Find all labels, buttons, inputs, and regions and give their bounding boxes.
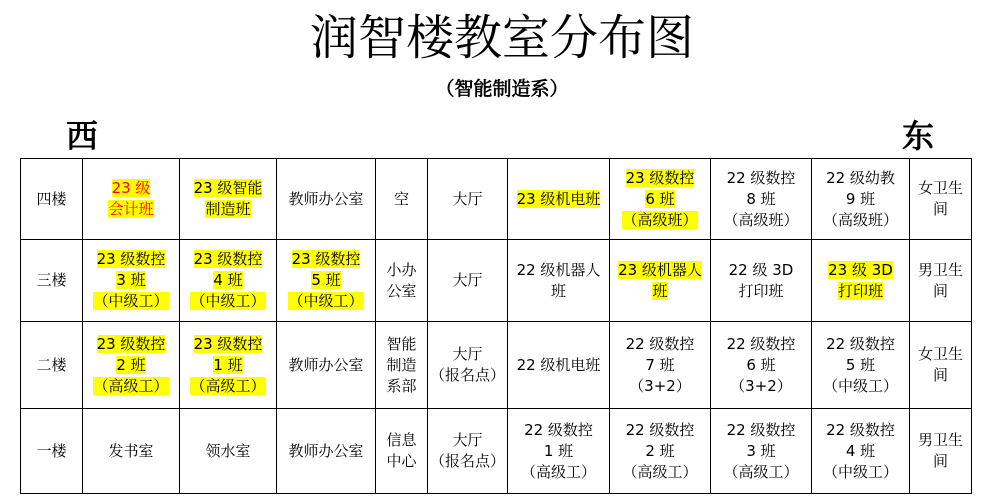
room-level: （中级工） — [822, 462, 898, 481]
room-name: 领水室 — [205, 441, 251, 460]
room-class-number: 7 班 — [645, 355, 675, 374]
room-level: （中级工） — [822, 376, 898, 395]
room-name: 22 级幼教 — [826, 168, 895, 187]
room-cell — [180, 409, 277, 494]
room-name: 班 — [652, 281, 668, 300]
room-cell — [376, 409, 428, 494]
room-cell — [83, 322, 180, 409]
room-cell — [83, 240, 180, 322]
room-name: 23 级数控 — [96, 334, 166, 353]
room-name: 22 级数控 — [524, 420, 593, 439]
room-cell — [910, 409, 972, 494]
room-name: 中心 — [386, 452, 417, 470]
room-name: 23 级机器人 — [618, 260, 702, 279]
room-cell — [428, 240, 508, 322]
room-level: （中级工） — [190, 292, 266, 310]
room-name: 系部 — [386, 376, 417, 395]
floor-row-1 — [21, 409, 972, 494]
room-cell — [428, 159, 508, 240]
room-name: 22 级数控 — [625, 334, 695, 353]
room-class-number: 5 班 — [311, 271, 341, 289]
room-cell — [711, 159, 812, 240]
room-cell — [83, 159, 180, 240]
room-level: （高级工） — [723, 462, 799, 481]
room-name: 班 — [550, 281, 566, 300]
room-name: 大厅 — [452, 189, 483, 208]
floor-row-3 — [21, 240, 972, 322]
page-subtitle: （智能制造系） — [435, 78, 569, 100]
room-level: （高级工） — [93, 376, 169, 395]
room-class-number: 6 班 — [746, 355, 776, 374]
room-name: 教师办公室 — [288, 441, 364, 460]
room-cell — [610, 240, 711, 322]
room-cell — [508, 159, 610, 240]
room-cell — [277, 322, 376, 409]
floor-label: 一楼 — [21, 409, 83, 494]
room-class-number: 3 班 — [116, 271, 146, 289]
room-cell — [180, 159, 277, 240]
classroom-table — [20, 158, 972, 494]
room-cell — [610, 322, 711, 409]
room-name: 男卫生间 — [917, 431, 963, 470]
room-note: （报名点） — [430, 452, 506, 470]
room-name: 制造 — [386, 355, 417, 374]
room-name: 22 级机电班 — [516, 355, 601, 374]
room-name: 智能 — [386, 334, 417, 353]
room-class-number: 6 班 — [645, 189, 675, 208]
room-name: 23 级数控 — [193, 250, 263, 268]
room-level: （高级班） — [622, 210, 698, 229]
room-cell — [376, 159, 428, 240]
room-name: 教师办公室 — [288, 355, 364, 374]
room-cell — [812, 159, 910, 240]
room-class-number: 2 班 — [645, 441, 675, 460]
room-name: 23 级机电班 — [516, 189, 601, 208]
room-name: 打印班 — [738, 281, 784, 300]
room-name: 制造班 — [205, 200, 251, 218]
room-cell — [711, 322, 812, 409]
room-name: 22 级机器人 — [516, 260, 601, 279]
room-level: （中级工） — [93, 292, 169, 310]
room-name: 大厅 — [452, 271, 483, 289]
floor-label: 四楼 — [21, 159, 83, 240]
room-name: 教师办公室 — [288, 189, 364, 208]
room-name: 22 级 3D — [728, 260, 794, 279]
room-cell — [376, 240, 428, 322]
room-name: 22 级数控 — [826, 420, 895, 439]
room-cell — [711, 240, 812, 322]
room-name: 22 级数控 — [826, 334, 895, 353]
room-name: 信息 — [386, 431, 417, 449]
room-name: 大厅 — [452, 345, 483, 363]
room-class-number: 3 班 — [746, 441, 776, 460]
room-name: 发书室 — [108, 441, 154, 460]
room-name: 23 级数控 — [625, 168, 695, 187]
room-name: 大厅 — [452, 431, 483, 449]
room-name: 23 级 3D — [828, 260, 893, 279]
room-class-number: 1 班 — [543, 441, 574, 460]
room-name: 23 级 — [111, 179, 151, 197]
room-cell — [508, 322, 610, 409]
direction-west-label: 西 — [66, 117, 99, 155]
room-cell — [910, 159, 972, 240]
room-class-number: 2 班 — [116, 355, 146, 374]
room-cell — [180, 322, 277, 409]
room-cell — [508, 240, 610, 322]
room-cell — [910, 322, 972, 409]
floor-row-2 — [21, 322, 972, 409]
room-name: 23 级智能 — [193, 179, 263, 197]
room-level: （高级工） — [520, 462, 596, 481]
room-cell — [277, 409, 376, 494]
room-class-number: 4 班 — [213, 271, 243, 289]
floor-label: 三楼 — [21, 240, 83, 322]
room-name: 22 级数控 — [625, 420, 695, 439]
room-cell — [812, 409, 910, 494]
room-cell — [180, 240, 277, 322]
room-name: 22 级数控 — [726, 168, 796, 187]
room-cell — [376, 322, 428, 409]
room-name: 会计班 — [108, 200, 154, 218]
room-name: 公室 — [386, 281, 417, 300]
room-name: 空 — [393, 189, 409, 208]
room-cell — [277, 240, 376, 322]
floor-label: 二楼 — [21, 322, 83, 409]
room-cell — [812, 240, 910, 322]
page-title: 润智楼教室分布图 — [309, 10, 694, 66]
room-name: 女卫生间 — [917, 345, 963, 384]
room-level: （高级班） — [723, 210, 799, 229]
room-cell — [610, 409, 711, 494]
room-level: （高级工） — [622, 462, 698, 481]
room-cell — [83, 409, 180, 494]
room-name: 22 级数控 — [726, 334, 796, 353]
room-note: （报名点） — [430, 366, 506, 384]
room-name: 23 级数控 — [193, 334, 263, 353]
room-class-number: 5 班 — [845, 355, 876, 374]
room-level: （3+2） — [629, 376, 691, 395]
room-class-number: 8 班 — [746, 189, 776, 208]
floor-row-4 — [21, 159, 972, 240]
room-class-number: 4 班 — [845, 441, 876, 460]
room-name: 打印班 — [837, 281, 883, 300]
room-level: （3+2） — [730, 376, 792, 395]
direction-east-label: 东 — [902, 117, 935, 155]
room-cell — [910, 240, 972, 322]
room-cell — [277, 159, 376, 240]
room-class-number: 9 班 — [845, 189, 876, 208]
room-cell — [711, 409, 812, 494]
room-level: （高级工） — [190, 376, 266, 395]
room-class-number: 1 班 — [213, 355, 243, 374]
room-cell — [508, 409, 610, 494]
room-name: 小办 — [386, 260, 417, 279]
room-name: 女卫生间 — [917, 179, 963, 218]
room-level: （中级工） — [288, 292, 364, 310]
room-cell — [610, 159, 711, 240]
room-name: 23 级数控 — [96, 250, 166, 268]
room-name: 22 级数控 — [726, 420, 796, 439]
room-name: 23 级数控 — [291, 250, 361, 268]
room-level: （高级班） — [822, 210, 898, 229]
room-name: 男卫生间 — [917, 260, 963, 300]
room-cell — [428, 409, 508, 494]
room-cell — [428, 322, 508, 409]
room-cell — [812, 322, 910, 409]
